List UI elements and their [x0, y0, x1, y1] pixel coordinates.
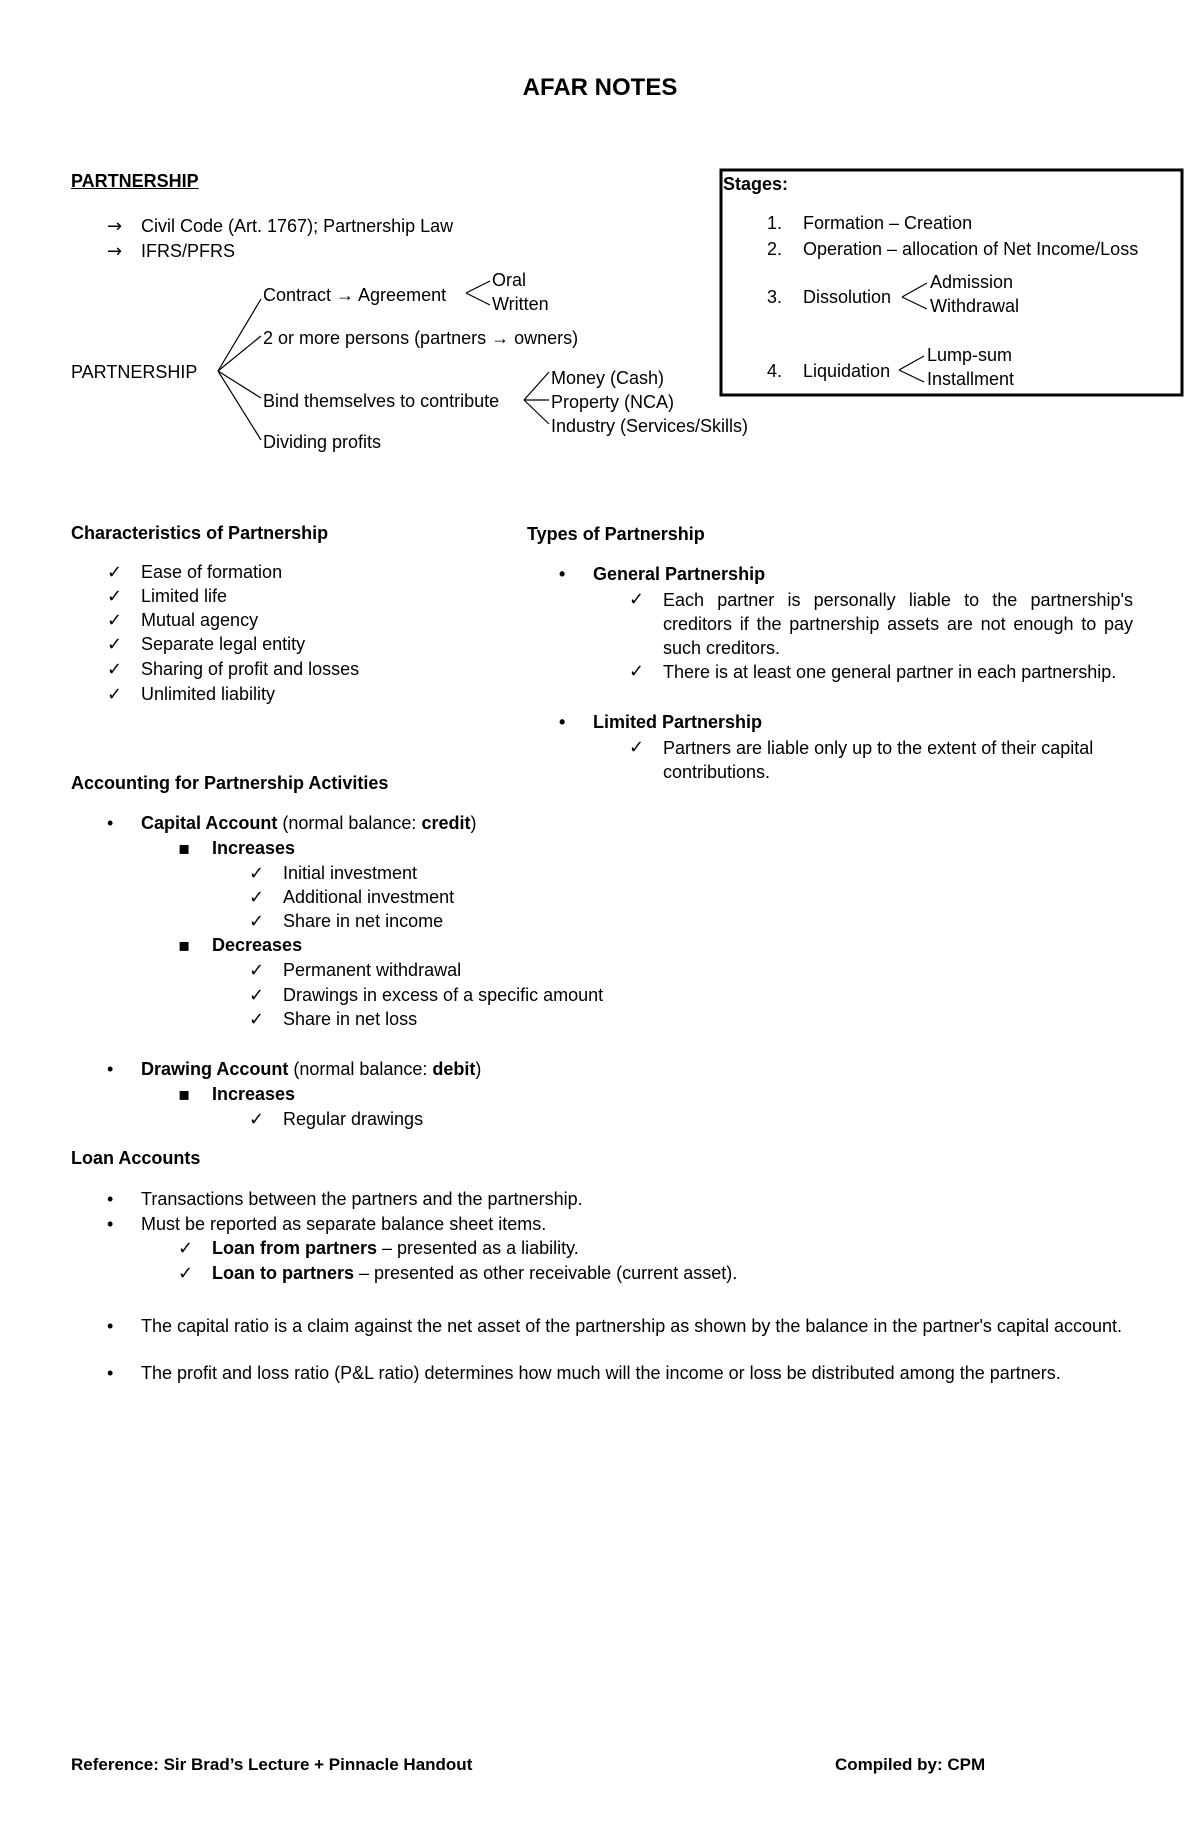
- stage-1: 1. Formation – Creation: [767, 213, 973, 233]
- partnership-heading: PARTNERSHIP: [71, 171, 199, 191]
- capital-decrease-item: ✓ Drawings in excess of a specific amount: [283, 985, 603, 1006]
- capital-ratio-note: • The capital ratio is a claim against the net asset of the partnership as shown by the balance in the partner's capital account.: [141, 1314, 1141, 1338]
- capital-decrease-item: ✓ Permanent withdrawal: [283, 960, 461, 981]
- pl-ratio-note: • The profit and loss ratio (P&L ratio) determines how much will the income or loss be distributed among the partners.: [141, 1363, 1061, 1384]
- footer-compiled: Compiled by: CPM: [835, 1755, 986, 1774]
- limited-partnership: • Limited Partnership: [593, 712, 762, 733]
- capital-decreases-label: ▪ Decreases: [212, 935, 302, 956]
- characteristics-heading: Characteristics of Partnership: [71, 523, 329, 543]
- diagram-contract: Contract → Agreement: [263, 285, 447, 305]
- capital-increase-item: ✓ Share in net income: [283, 911, 443, 932]
- types-heading: Types of Partnership: [527, 524, 705, 544]
- accounting-heading: Accounting for Partnership Activities: [71, 773, 389, 793]
- stage-3-admission: Admission: [930, 272, 1014, 292]
- drawing-account: • Drawing Account (normal balance: debit): [141, 1059, 481, 1080]
- diagram-dividing: Dividing profits: [263, 432, 382, 452]
- capital-increases-label: ▪ Increases: [212, 838, 295, 859]
- diagram-persons: 2 or more persons (partners → owners): [263, 328, 579, 348]
- diagram-written: Written: [492, 294, 549, 314]
- loan-to-partners: ✓ Loan to partners – presented as other receivable (current asset).: [212, 1263, 737, 1284]
- loan-heading: Loan Accounts: [71, 1148, 201, 1168]
- diagram-property: Property (NCA): [551, 392, 675, 412]
- char-item: ✓ Sharing of profit and losses: [141, 659, 359, 680]
- footer-reference: Reference: Sir Brad’s Lecture + Pinnacle Handout: [71, 1755, 473, 1774]
- char-item: ✓ Limited life: [141, 586, 227, 607]
- general-point-2: ✓ There is at least one general partner in each partnership.: [663, 660, 1133, 684]
- loan-bullet: • Must be reported as separate balance sheet items.: [141, 1214, 546, 1235]
- ref-ifrs: → IFRS/PFRS: [141, 241, 235, 262]
- char-item: ✓ Ease of formation: [141, 562, 282, 583]
- char-item: ✓ Mutual agency: [141, 610, 258, 631]
- loan-from-partners: ✓ Loan from partners – presented as a liability.: [212, 1238, 579, 1259]
- stages-heading: Stages:: [723, 174, 789, 194]
- stage-4: 4. Liquidation: [767, 361, 891, 381]
- page-title: AFAR NOTES: [522, 74, 678, 101]
- capital-increase-item: ✓ Additional investment: [283, 887, 454, 908]
- diagram-root: PARTNERSHIP: [71, 362, 198, 382]
- diagram-bind: Bind themselves to contribute: [263, 391, 500, 411]
- stage-4-lump-sum: Lump-sum: [927, 345, 1013, 365]
- capital-decrease-item: ✓ Share in net loss: [283, 1009, 417, 1030]
- limited-point-1: ✓ Partners are liable only up to the extent of their capital contributions.: [663, 736, 1133, 784]
- diagram-money: Money (Cash): [551, 368, 665, 388]
- stage-2: 2. Operation – allocation of Net Income/Loss: [767, 239, 1139, 259]
- drawing-increase-item: ✓ Regular drawings: [283, 1109, 423, 1130]
- char-item: ✓ Unlimited liability: [141, 684, 275, 705]
- diagram-industry: Industry (Services/Skills): [551, 416, 749, 436]
- loan-bullet: • Transactions between the partners and the partnership.: [141, 1189, 583, 1210]
- capital-increase-item: ✓ Initial investment: [283, 863, 417, 884]
- stage-4-installment: Installment: [927, 369, 1015, 389]
- capital-account: • Capital Account (normal balance: credit): [141, 813, 476, 834]
- stage-3-withdrawal: Withdrawal: [930, 296, 1020, 316]
- general-point-1: ✓ Each partner is personally liable to the partnership's creditors if the partnership assets are not enough to pay such creditors.: [663, 588, 1133, 660]
- drawing-increases-label: ▪ Increases: [212, 1084, 295, 1105]
- diagram-oral: Oral: [492, 270, 527, 290]
- ref-civil-code: → Civil Code (Art. 1767); Partnership Law: [141, 216, 453, 237]
- stage-3: 3. Dissolution: [767, 287, 892, 307]
- char-item: ✓ Separate legal entity: [141, 634, 305, 655]
- general-partnership: • General Partnership: [593, 564, 765, 585]
